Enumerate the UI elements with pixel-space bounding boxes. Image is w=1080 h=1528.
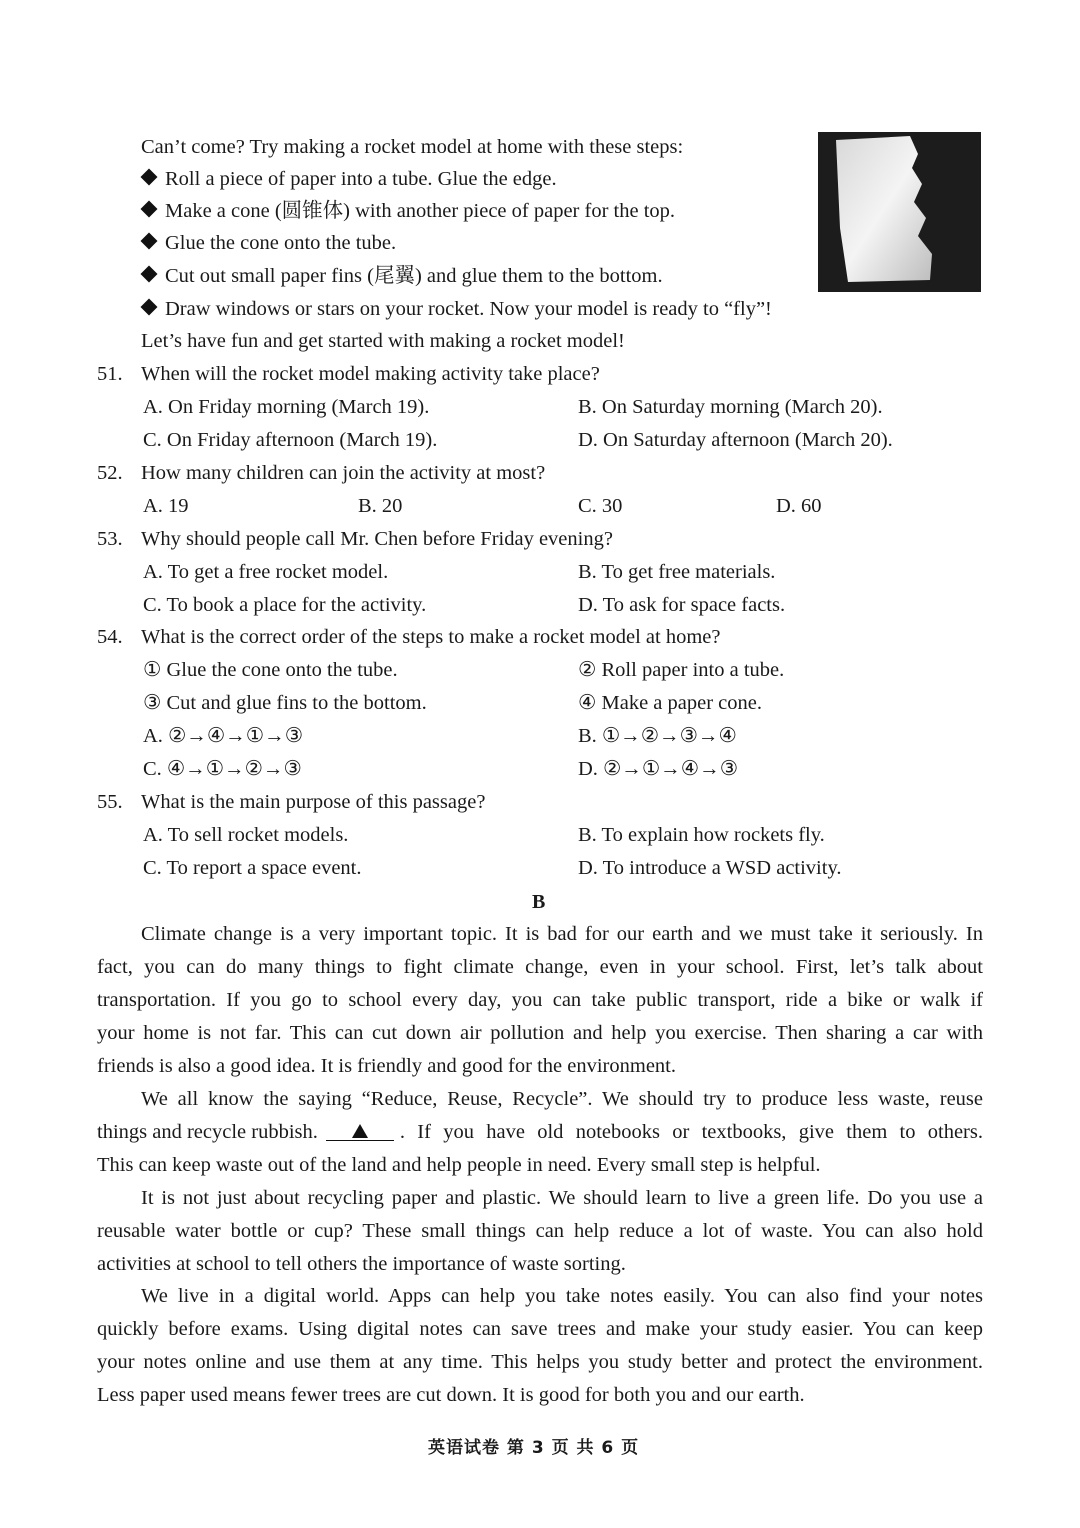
step-statement: ② Roll paper into a tube. (578, 659, 785, 681)
step-text: Roll a piece of paper into a tube. Glue the edge. (165, 168, 557, 190)
option-b[interactable]: B. On Saturday morning (March 20). (578, 396, 883, 418)
option-d[interactable]: D. 60 (776, 495, 822, 517)
option-c[interactable]: C. ④→①→②→③ (143, 758, 302, 780)
option-b[interactable]: B. To explain how rockets fly. (578, 824, 825, 846)
passage-line: transportation. If you go to school every day, you can take public transport, ride a bike or walk if (97, 989, 983, 1011)
page-footer: 英语试卷 第 3 页 共 6 页 (428, 1438, 640, 1458)
option-a[interactable]: A. ②→④→①→③ (143, 725, 304, 747)
option-d[interactable]: D. To introduce a WSD activity. (578, 857, 842, 879)
step-text: Draw windows or stars on your rocket. Now your model is ready to “fly”! (165, 298, 772, 320)
bullet-icon (141, 299, 158, 316)
step-item (143, 201, 675, 222)
passage-line-with-blank (97, 1122, 983, 1143)
passage-line: It is not just about recycling paper and plastic. We should learn to live a green life. Do you use a (141, 1187, 983, 1209)
passage-line: your home is not far. This can cut down air pollution and help you exercise. Then sharing a car with (97, 1022, 983, 1044)
passage-line: Climate change is a very important topic. It is bad for our earth and we must take it seriously. In (141, 923, 983, 945)
question-number: 54. (97, 626, 123, 648)
bullet-icon (141, 201, 158, 218)
intro-text: Can’t come? Try making a rocket model at home with these steps: (141, 136, 684, 158)
step-text: Cut out small paper fins (尾翼) and glue them to the bottom. (165, 265, 663, 287)
passage-line: your notes online and use them at any time. This helps you study better and protect the environment. (97, 1351, 983, 1373)
step-statement: ④ Make a paper cone. (578, 692, 762, 714)
rocket-photo (818, 132, 981, 292)
option-c[interactable]: C. To report a space event. (143, 857, 362, 879)
option-b[interactable]: B. 20 (358, 495, 403, 517)
step-text: Glue the cone onto the tube. (165, 232, 397, 254)
question-text: What is the correct order of the steps to make a rocket model at home? (141, 626, 721, 648)
triangle-icon (352, 1124, 368, 1138)
passage-line: This can keep waste out of the land and help people in need. Every small step is helpful. (97, 1154, 821, 1176)
question-text: What is the main purpose of this passage? (141, 791, 486, 813)
closing-text: Let’s have fun and get started with making a rocket model! (141, 330, 625, 352)
option-d[interactable]: D. On Saturday afternoon (March 20). (578, 429, 893, 451)
passage-line: friends is also a good idea. It is friendly and good for the environment. (97, 1055, 676, 1077)
option-b[interactable]: B. ①→②→③→④ (578, 725, 737, 747)
question-text: How many children can join the activity at most? (141, 462, 546, 484)
bullet-icon (141, 266, 158, 283)
step-text: Make a cone (圆锥体) with another piece of paper for the top. (165, 200, 676, 222)
passage-text: . If you have old notebooks or textbooks, give them to others. (399, 1121, 983, 1143)
passage-text: things and recycle rubbish. (97, 1121, 318, 1143)
passage-line: fact, you can do many things to fight climate change, even in your school. First, let’s talk about (97, 956, 983, 978)
passage-line: Less paper used means fewer trees are cut down. It is good for both you and our earth. (97, 1384, 805, 1406)
passage-line: We live in a digital world. Apps can help you take notes easily. You can also find your notes (141, 1285, 983, 1307)
bullet-icon (141, 233, 158, 250)
question-number: 55. (97, 791, 123, 813)
option-a[interactable]: A. 19 (143, 495, 189, 517)
passage-line: reusable water bottle or cup? These small things can help reduce a lot of waste. You can also hold (97, 1220, 983, 1242)
step-item (143, 169, 557, 190)
bullet-icon (141, 169, 158, 186)
step-item (143, 266, 663, 287)
option-c[interactable]: C. 30 (578, 495, 623, 517)
option-c[interactable]: C. On Friday afternoon (March 19). (143, 429, 438, 451)
passage-line: We all know the saying “Reduce, Reuse, Recycle”. We should try to produce less waste, reuse (141, 1088, 983, 1110)
passage-line: activities at school to tell others the importance of waste sorting. (97, 1253, 626, 1275)
step-statement: ③ Cut and glue fins to the bottom. (143, 692, 427, 714)
option-b[interactable]: B. To get free materials. (578, 561, 776, 583)
step-item (143, 233, 396, 254)
answer-blank[interactable] (326, 1122, 394, 1141)
option-d[interactable]: D. To ask for space facts. (578, 594, 786, 616)
passage-line: quickly before exams. Using digital notes can save trees and make your study easier. You can keep (97, 1318, 983, 1340)
question-text: Why should people call Mr. Chen before Friday evening? (141, 528, 613, 550)
option-d[interactable]: D. ②→①→④→③ (578, 758, 739, 780)
option-a[interactable]: A. On Friday morning (March 19). (143, 396, 430, 418)
question-number: 53. (97, 528, 123, 550)
step-item (143, 299, 772, 320)
question-text: When will the rocket model making activity take place? (141, 363, 600, 385)
option-c[interactable]: C. To book a place for the activity. (143, 594, 427, 616)
step-statement: ① Glue the cone onto the tube. (143, 659, 398, 681)
option-a[interactable]: A. To get a free rocket model. (143, 561, 389, 583)
question-number: 51. (97, 363, 123, 385)
section-title: B (532, 891, 546, 913)
option-a[interactable]: A. To sell rocket models. (143, 824, 349, 846)
question-number: 52. (97, 462, 123, 484)
